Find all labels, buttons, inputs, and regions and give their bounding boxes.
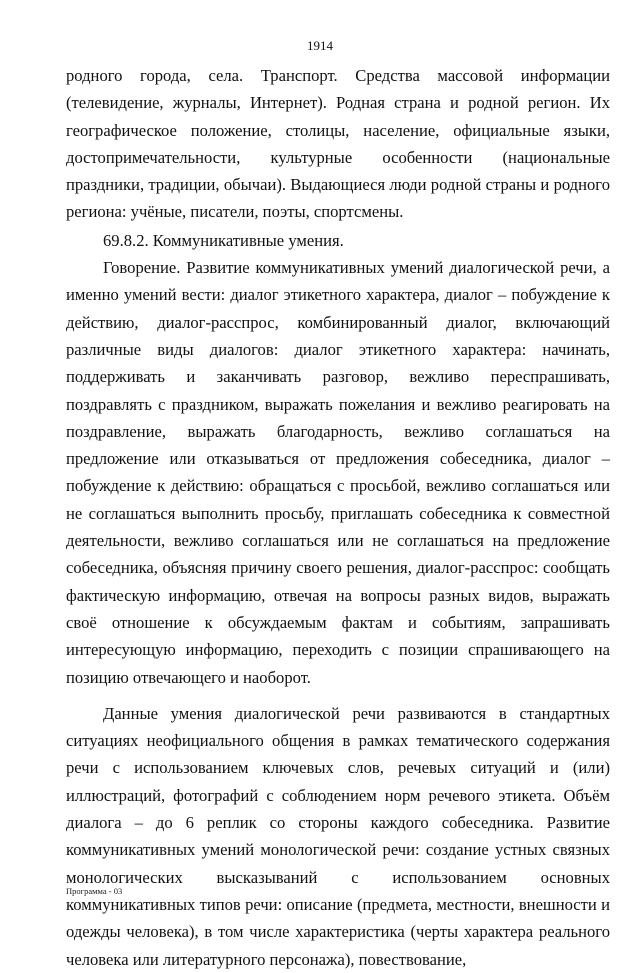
document-body xyxy=(66,62,610,973)
paragraph-continuation: родного города, села. Транспорт. Средства массовой информации (телевидение, журналы, Интернет). Родная страна и родной регион. Их географическое положение, столицы, население, официальные языки, достопримечательности, культурные особенности (национальные праздники, традиции, обычаи). Выдающиеся люди родной страны и родного региона: учёные, писатели, поэты, спортсмены. xyxy=(66,66,610,222)
section-heading: 69.8.2. Коммуникативные умения. xyxy=(103,230,344,250)
paragraph-speaking: Говорение. Развитие коммуникативных умений диалогической речи, а именно умений вести: диалог этикетного характера, диалог – побуждение к действию, диалог-расспрос, комбинированный диалог, включающий различные виды диалогов: диалог этикетного характера: начинать, поддерживать и заканчивать разговор, вежливо переспрашивать, поздравлять с праздником, выражать пожелания и вежливо реагировать на поздравление, выражать благодарность, вежливо соглашаться на предложение или отказываться от предложения собеседника, диалог – побуждение к действию: обращаться с просьбой, вежливо соглашаться или не соглашаться выполнить просьбу, приглашать собеседника к совместной деятельности, вежливо соглашаться или не соглашаться на предложение собеседника, объясняя причину своего решения, диалог-расспрос: сообщать фактическую информацию, отвечая на вопросы разных видов, выражать своё отношение к обсуждаемым фактам и событиям, запрашивать интересующую информацию, переходить с позиции спрашивающего на позицию отвечающего и наоборот. xyxy=(66,258,610,687)
paragraph-dialog-skills: Данные умения диалогической речи развиваются в стандартных ситуациях неофициального общения в рамках тематического содержания речи с использованием ключевых слов, речевых ситуаций и (или) иллюстраций, фотографий с соблюдением норм речевого этикета. Объём диалога – до 6 реплик со стороны каждого собеседника. Развитие коммуникативных умений монологической речи: создание устных связных монологических высказываний с использованием основных коммуникативных типов речи: описание (предмета, местности, внешности и одежды человека), в том числе характеристика (черты характера реального человека или литературного персонажа), повествование, xyxy=(66,703,610,969)
footer-label: Программа - 03 xyxy=(66,886,123,896)
page-number: 1914 xyxy=(307,38,333,53)
